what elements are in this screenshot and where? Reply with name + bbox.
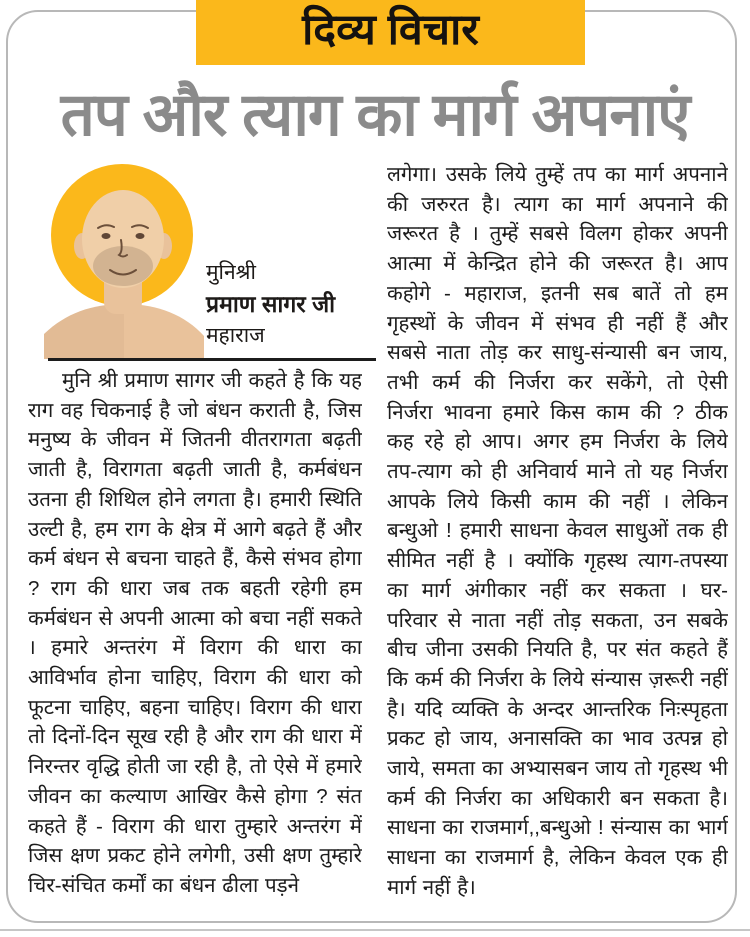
article-column-right: लगेगा। उसके लिये तुम्हें तप का मार्ग अपनाने की जरुरत है। त्याग का मार्ग अपनाने की जरूरत है । तुम्हें सबसे विलग होकर अपनी आत्मा में केन्द्रित होने की जरूरत है। आप कहोगे - महाराज, इतनी सब बातें तो हम गृहस्थों के जीवन में संभव ही नहीं हैं और सबसे नाता तोड़ कर साधु-संन्यासी बन जाय, तभी कर्म की निर्जरा कर सकेंगे, तो ऐसी निर्जरा भावना हमारे किस काम की ? ठीक कह रहे हो आप। अगर हम निर्जरा के लिये तप-त्याग को ही अनिवार्य माने तो यह निर्जरा आपके लिये किसी काम की नहीं । लेकिन बन्धुओ ! हमारी साधना केवल साधुओं तक ही सीमित नहीं है । क्योंकि गृहस्थ त्याग-तपस्या का मार्ग अंगीकार नहीं कर सकता । घर-परिवार से नाता नहीं तोड़ सकता, उन सबके बीच जीना उसकी नियति है, पर संत कहते हैं कि कर्म की निर्जरा के लिये संन्यास ज़रूरी नहीं है। यदि व्यक्ति के अन्दर आन्तरिक निःस्पृहता प्रकट हो जाय, अनासक्ति का भाव उत्पन्न हो जाये, समता का अभ्यासबन जाय तो गृहस्थ भी कर्म की निर्जरा का अधिकारी बन सकता है। साधना का राजमार्ग,,बन्धुओ ! संन्यास का भार्ग साधना का राजमार्ग है, लेकिन केवल एक ही मार्ग नहीं है।	[387, 163, 728, 899]
author-photo	[38, 162, 210, 359]
clipping-bottom-edge	[0, 929, 750, 931]
author-suffix: महाराज	[206, 324, 265, 347]
section-banner	[196, 0, 585, 65]
monk-portrait-icon	[38, 162, 210, 359]
author-name: प्रमाण सागर जी	[206, 291, 336, 317]
caption-divider	[48, 358, 376, 361]
author-prefix: मुनिश्री	[206, 261, 256, 284]
section-banner-label: दिव्य विचार	[302, 6, 479, 54]
article-column-left: मुनि श्री प्रमाण सागर जी कहते है कि यह राग वह चिकनाई है जो बंधन कराती है, जिस मनुष्य के जीवन में जितनी वीतरागता बढ़ती जाती है, विरागता बढ़ती जाती है, कर्मबंधन उतना ही शिथिल होने लगता है। हमारी स्थिति उल्टी है, हम राग के क्षेत्र में आगे बढ़ते हैं और कर्म बंधन से बचना चाहते हैं, कैसे संभव होगा ? राग की धारा जब तक बहती रहेगी हम कर्मबंधन से अपनी आत्मा को बचा नहीं सकते । हमारे अन्तरंग में विराग की धारा का आविर्भाव होना चाहिए, विराग की धारा को फूटना चाहिए, बहना चाहिए। विराग की धारा तो दिनों-दिन सूख रही है और राग की धारा में निरन्तर वृद्धि होती जा रही है, तो ऐसे में हमारे जीवन का कल्याण आखिर कैसे होगा ? संत कहते हैं - विराग की धारा तुम्हारे अन्तरंग में जिस क्षण प्रकट होने लगेगी, उसी क्षण तुम्हारे चिर-संचित कर्मों का बंधन ढीला पड़ने	[28, 369, 362, 897]
article-headline: तप और त्याग का मार्ग अपनाएं	[60, 81, 690, 148]
author-caption	[206, 258, 366, 351]
